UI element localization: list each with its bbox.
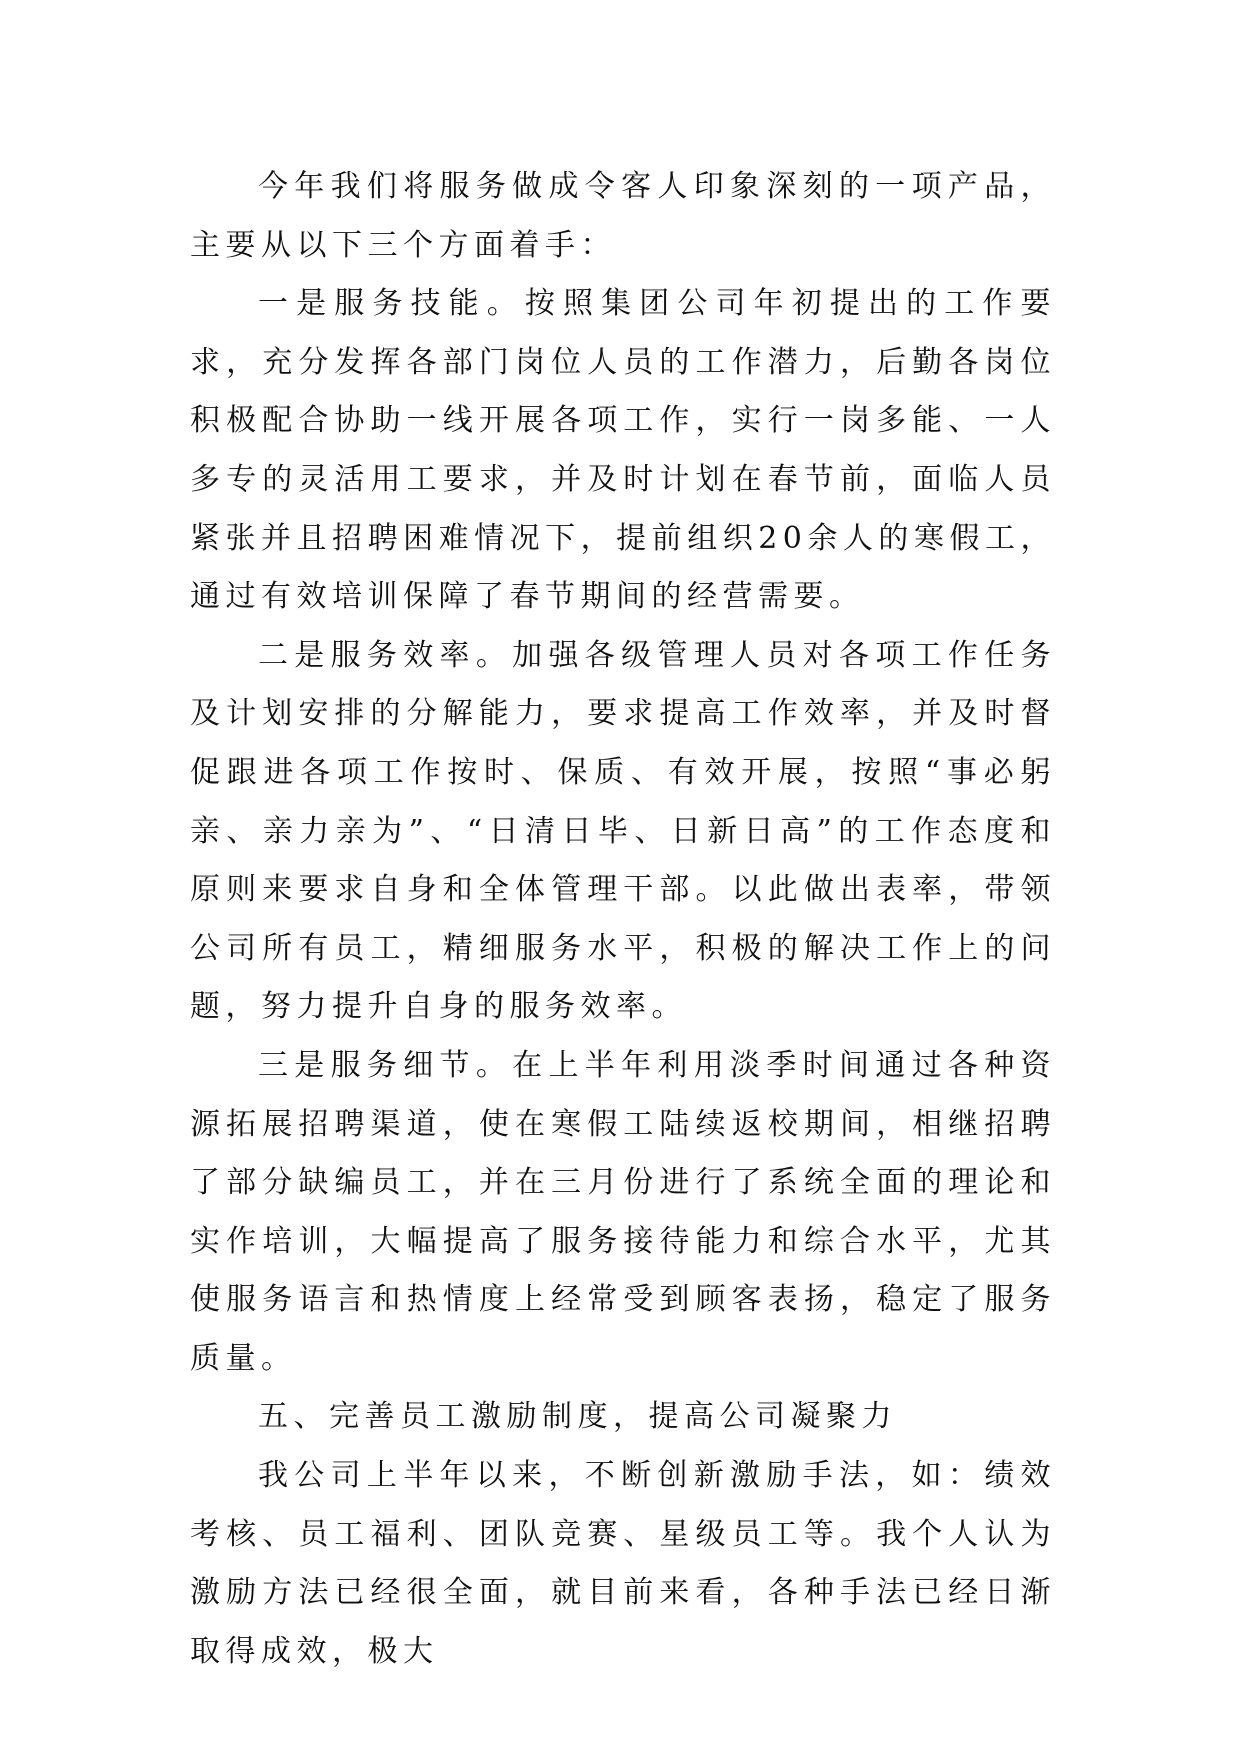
document-body <box>190 158 1056 1681</box>
paragraph-incentives: 我公司上半年以来，不断创新激励手法，如：绩效考核、员工福利、团队竞赛、星级员工等。我个人认为激励方法已经很全面，就目前来看，各种手法已经日渐取得成效，极大 <box>190 1458 1056 1669</box>
paragraph-service-details: 三是服务细节。在上半年利用淡季时间通过各种资源拓展招聘渠道，使在寒假工陆续返校期间，相继招聘了部分缺编员工，并在三月份进行了系统全面的理论和实作培训，大幅提高了服务接待能力和综合水平，尤其使服务语言和热情度上经常受到顾客表扬，稳定了服务质量。 <box>190 1047 1056 1376</box>
section-heading-incentives: 五、完善员工激励制度，提高公司凝聚力 <box>258 1399 897 1435</box>
paragraph-service-efficiency: 二是服务效率。加强各级管理人员对各项工作任务及计划安排的分解能力，要求提高工作效率，并及时督促跟进各项工作按时、保质、有效开展，按照“事必躬亲、亲力亲为”、“日清日毕、日新日高”的工作态度和原则来要求自身和全体管理干部。以此做出表率，带领公司所有员工，精细服务水平，积极的解决工作上的问题，努力提升自身的服务效率。 <box>190 637 1056 1025</box>
paragraph-intro: 今年我们将服务做成令客人印象深刻的一项产品，主要从以下三个方面着手： <box>190 169 1056 263</box>
paragraph-service-skills: 一是服务技能。按照集团公司年初提出的工作要求，充分发挥各部门岗位人员的工作潜力，后勤各岗位积极配合协助一线开展各项工作，实行一岗多能、一人多专的灵活用工要求，并及时计划在春节前，面临人员紧张并且招聘困难情况下，提前组织20余人的寒假工，通过有效培训保障了春节期间的经营需要。 <box>190 286 1056 615</box>
